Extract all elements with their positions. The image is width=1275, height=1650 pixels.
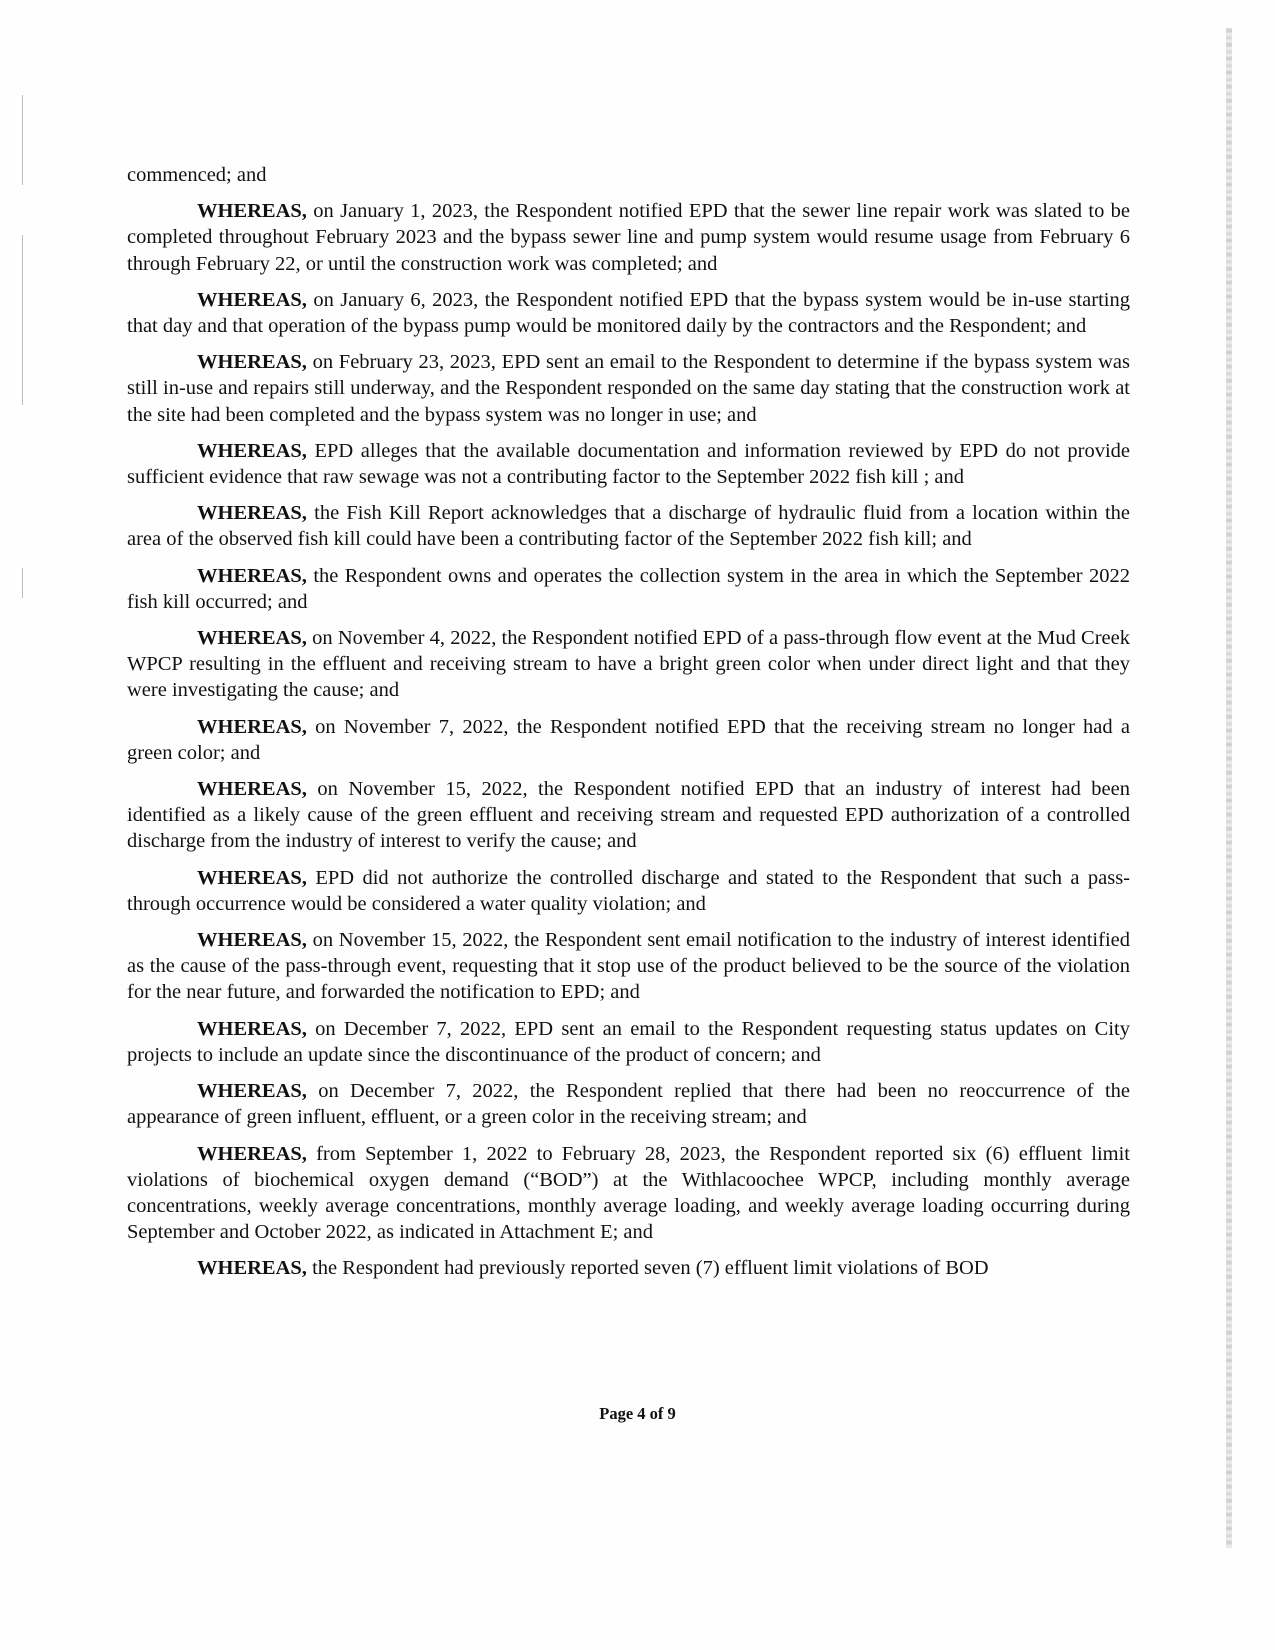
paragraph-lead: WHEREAS, <box>197 1080 307 1103</box>
paragraph-lead: WHEREAS, <box>197 1257 307 1280</box>
paragraph-text: the Respondent had previously reported seven (7) effluent limit violations of BOD <box>306 1257 989 1280</box>
paragraph-text: from September 1, 2022 to February 28, 2023, the Respondent reported six (6) effluent limit violations of biochemical oxygen demand (“BOD”) at the Withlacoochee WPCP, including monthly average concentrations, weekly average concentrations, monthly average loading, and weekly average loading occurring during September and October 2022, as indicated in Attachment E; and <box>127 1142 1130 1244</box>
scan-edge-artifact <box>22 235 23 405</box>
paragraph-lead: WHEREAS, <box>197 439 307 462</box>
scan-edge-artifact <box>1226 28 1232 1548</box>
paragraph-lead: WHEREAS, <box>197 200 307 223</box>
paragraph-text: on November 15, 2022, the Respondent sent email notification to the industry of interest identified as the cause of the pass-through event, requesting that it stop use of the product believed to be the source of the violation for the near future, and forwarded the notification to EPD; and <box>127 929 1130 1004</box>
paragraph-text: on November 15, 2022, the Respondent notified EPD that an industry of interest had been identified as a likely cause of the green effluent and receiving stream and requested EPD authorization of a controlled discharge from the industry of interest to verify the cause; and <box>127 778 1130 853</box>
paragraph-text: EPD alleges that the available documentation and information reviewed by EPD do not provide sufficient evidence that raw sewage was not a contributing factor to the September 2022 fish kill ; and <box>127 439 1130 489</box>
whereas-paragraph <box>127 500 1130 552</box>
paragraph-lead: WHEREAS, <box>197 288 307 311</box>
whereas-paragraph <box>127 927 1130 1006</box>
scan-edge-artifact <box>22 95 23 185</box>
document-body <box>127 162 1130 1292</box>
paragraph-lead: WHEREAS, <box>197 929 307 952</box>
paragraph-lead: WHEREAS, <box>197 1017 307 1040</box>
paragraph-lead: WHEREAS, <box>197 866 307 889</box>
paragraph-lead: WHEREAS, <box>197 502 307 525</box>
paragraph-text: on November 7, 2022, the Respondent notified EPD that the receiving stream no longer had a green color; and <box>127 715 1130 764</box>
whereas-paragraph <box>127 776 1130 855</box>
paragraph-text: on November 4, 2022, the Respondent notified EPD of a pass-through flow event at the Mud Creek WPCP resulting in the effluent and receiving stream to have a bright green color when under direct light and that they were investigating the cause; and <box>127 627 1130 702</box>
paragraph-lead: WHEREAS, <box>197 778 307 801</box>
whereas-paragraph <box>127 563 1130 615</box>
paragraph-text: on January 1, 2023, the Respondent notified EPD that the sewer line repair work was slated to be completed throughout February 2023 and the bypass sewer line and pump system would resume usage from February 6 through February 22, or until the construction work was completed; and <box>127 200 1130 275</box>
paragraph-lead: WHEREAS, <box>197 1142 307 1165</box>
whereas-paragraph <box>127 1141 1130 1246</box>
whereas-paragraph <box>127 438 1130 490</box>
paragraph-text: the Fish Kill Report acknowledges that a discharge of hydraulic fluid from a location within the area of the observed fish kill could have been a contributing factor of the September 2022 fish kill; and <box>127 502 1130 551</box>
whereas-paragraph <box>127 349 1130 428</box>
paragraph-lead: WHEREAS, <box>197 715 307 738</box>
paragraph-text: EPD did not authorize the controlled discharge and stated to the Respondent that such a pass-through occurrence would be considered a water quality violation; and <box>127 866 1130 915</box>
whereas-paragraph <box>127 198 1130 277</box>
whereas-paragraph <box>127 865 1130 917</box>
paragraph-list <box>127 198 1130 1281</box>
paragraph-lead: WHEREAS, <box>197 351 307 374</box>
page-number: Page 4 of 9 <box>599 1404 676 1423</box>
paragraph-text: on December 7, 2022, EPD sent an email to the Respondent requesting status updates on City projects to include an update since the discontinuance of the product of concern; and <box>127 1017 1130 1066</box>
whereas-paragraph <box>127 1016 1130 1068</box>
whereas-paragraph <box>127 1255 1130 1281</box>
continuation-line: commenced; and <box>127 164 267 186</box>
paragraph-text: on January 6, 2023, the Respondent notified EPD that the bypass system would be in-use starting that day and that operation of the bypass pump would be monitored daily by the contractors and the Respondent; and <box>127 288 1130 338</box>
paragraph-lead: WHEREAS, <box>197 564 307 587</box>
scan-edge-artifact <box>22 568 23 598</box>
whereas-paragraph <box>127 287 1130 339</box>
whereas-paragraph <box>127 714 1130 766</box>
paragraph-text: on February 23, 2023, EPD sent an email to the Respondent to determine if the bypass system was still in-use and repairs still underway, and the Respondent responded on the same day stating that the construction work at the site had been completed and the bypass system was no longer in use; and <box>127 351 1130 426</box>
whereas-paragraph <box>127 625 1130 704</box>
paragraph-text: the Respondent owns and operates the collection system in the area in which the September 2022 fish kill occurred; and <box>127 564 1130 613</box>
whereas-paragraph <box>127 1078 1130 1130</box>
paragraph-lead: WHEREAS, <box>197 627 307 650</box>
paragraph-text: on December 7, 2022, the Respondent replied that there had been no reoccurrence of the appearance of green influent, effluent, or a green color in the receiving stream; and <box>127 1080 1130 1129</box>
